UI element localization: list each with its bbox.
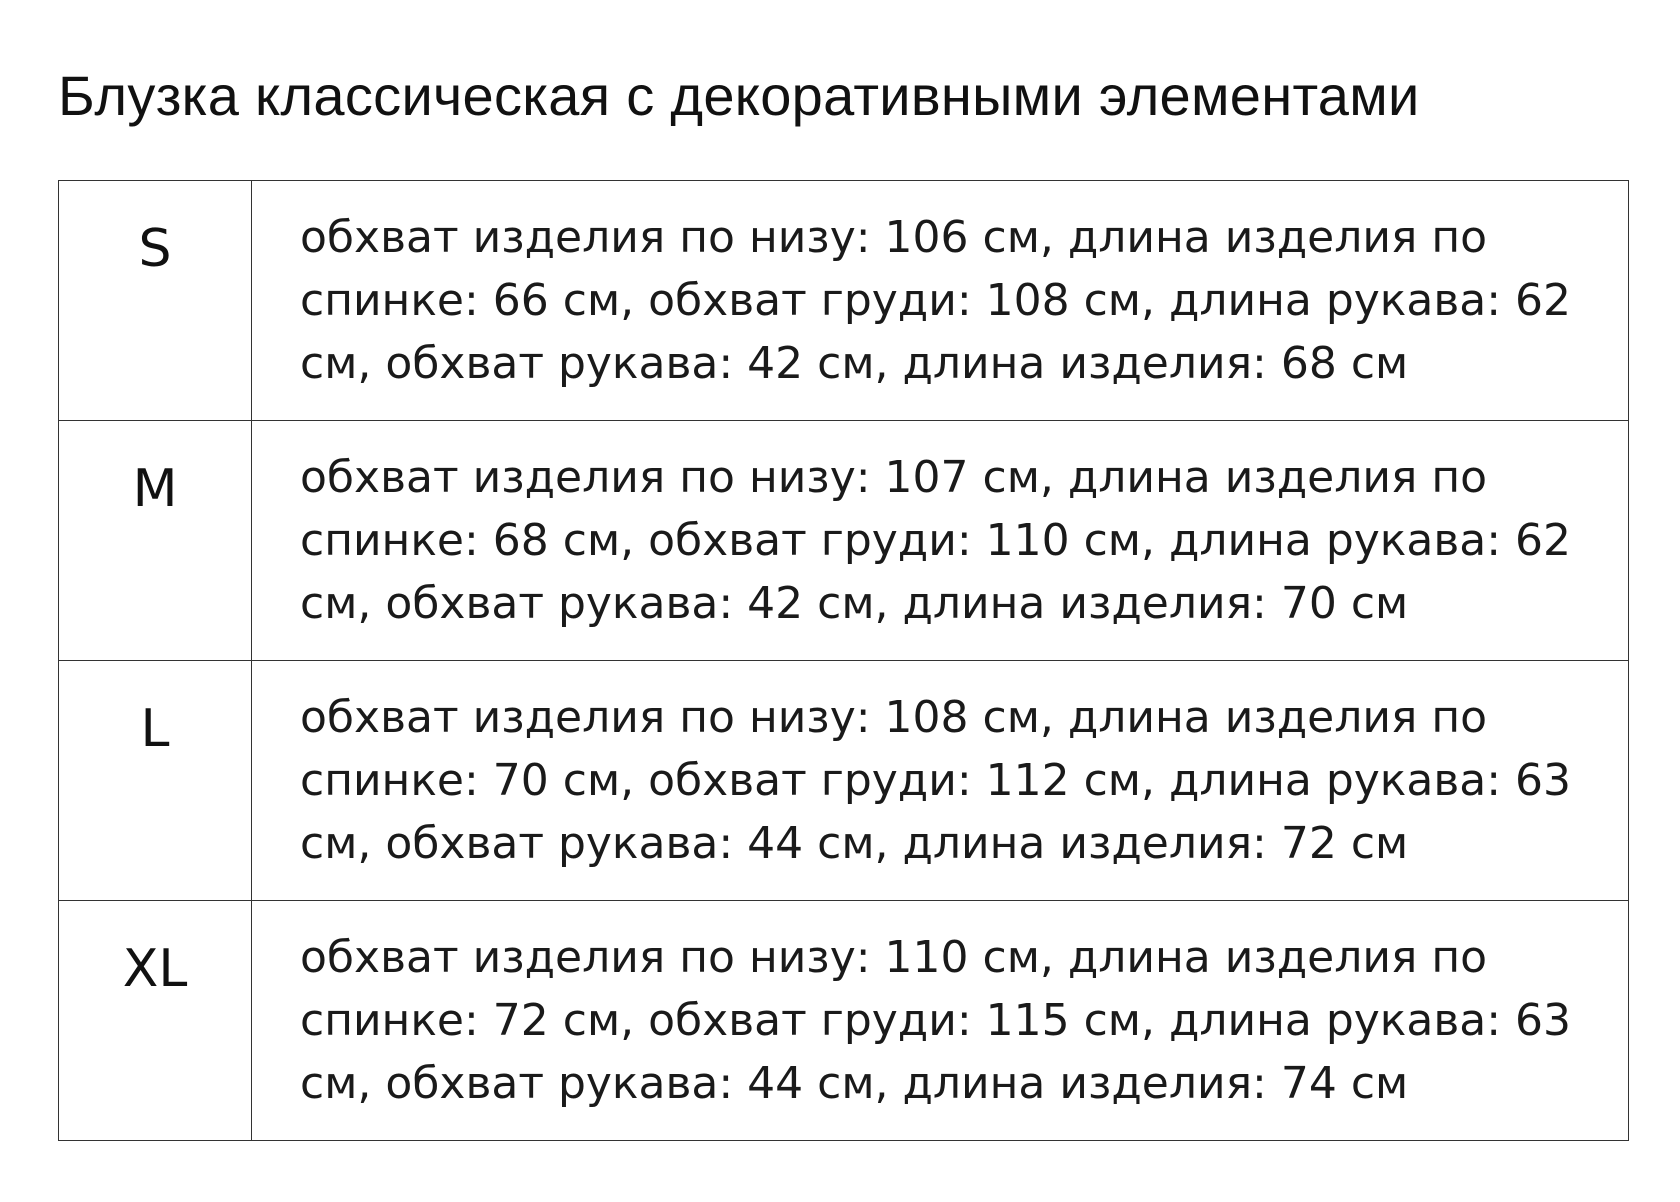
size-label: M [132, 459, 178, 519]
size-chart-table [58, 180, 1629, 1141]
measurements-text: обхват изделия по низу: 106 см, длина изделия по спинке: 66 см, обхват груди: 108 см, длина рукава: 62 см, обхват рукава: 42 см, длина изделия: 68 см [300, 212, 1572, 389]
measurements-cell [252, 901, 1629, 1141]
table-row [59, 901, 1629, 1141]
measurements-text: обхват изделия по низу: 108 см, длина изделия по спинке: 70 см, обхват груди: 112 см, длина рукава: 63 см, обхват рукава: 44 см, длина изделия: 72 см [300, 692, 1572, 869]
size-label: L [140, 699, 170, 759]
table-row [59, 181, 1629, 421]
size-label: XL [122, 939, 188, 999]
size-cell [59, 421, 252, 661]
size-label: S [138, 219, 172, 279]
table-row [59, 661, 1629, 901]
measurements-cell [252, 421, 1629, 661]
measurements-cell [252, 181, 1629, 421]
measurements-text: обхват изделия по низу: 110 см, длина изделия по спинке: 72 см, обхват груди: 115 см, длина рукава: 63 см, обхват рукава: 44 см, длина изделия: 74 см [300, 932, 1572, 1109]
measurements-text: обхват изделия по низу: 107 см, длина изделия по спинке: 68 см, обхват груди: 110 см, длина рукава: 62 см, обхват рукава: 42 см, длина изделия: 70 см [300, 452, 1572, 629]
measurements-cell [252, 661, 1629, 901]
size-cell [59, 901, 252, 1141]
size-cell [59, 661, 252, 901]
table-row [59, 421, 1629, 661]
page-title: Блузка классическая с декоративными элементами [58, 64, 1420, 127]
size-cell [59, 181, 252, 421]
